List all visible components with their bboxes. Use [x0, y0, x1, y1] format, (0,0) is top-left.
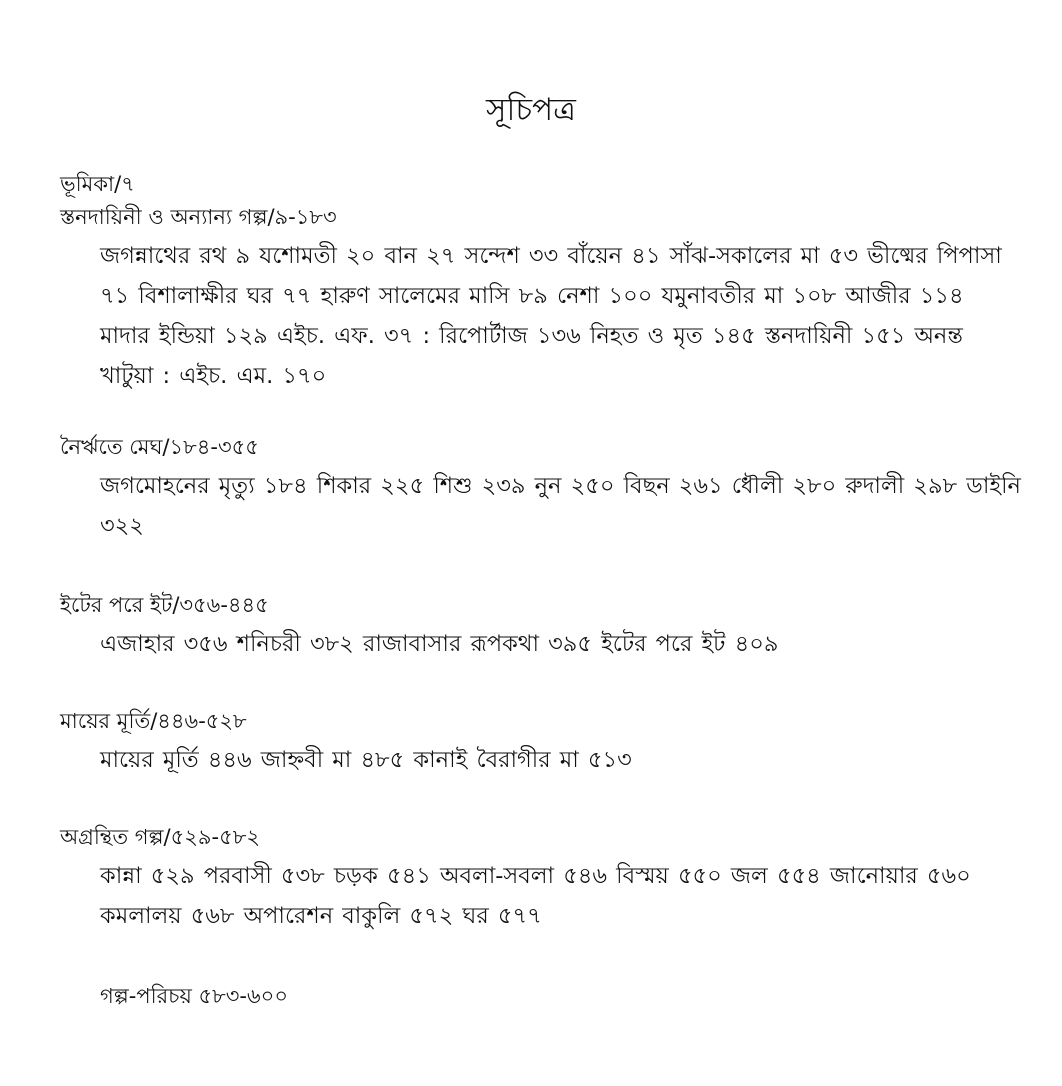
section-contents: জগমোহনের মৃত্যু ১৮৪ শিকার ২২৫ শিশু ২৩৯ নুন ২৫০ বিছন ২৬১ ধৌলী ২৮০ রুদালী ২৯৮ ডাইনি ৩২২	[100, 473, 1021, 539]
section-heading: অগ্রন্থিত গল্প/৫২৯-৫৮২	[60, 825, 260, 849]
page-title: সূচিপত্র	[486, 92, 576, 128]
section-heading: স্তনদায়িনী ও অন্যান্য গল্প/৯-১৮৩	[60, 205, 337, 229]
section-heading: নৈর্ঋতে মেঘ/১৮৪-৩৫৫	[60, 435, 259, 459]
section-1	[60, 202, 1022, 396]
section-heading: ইটের পরে ইট/৩৫৬-৪৪৫	[60, 593, 269, 617]
section-5	[60, 822, 1022, 936]
section-4	[60, 706, 1022, 780]
section-contents: কান্না ৫২৯ পরবাসী ৫৩৮ চড়ক ৫৪১ অবলা-সবলা ৫৪৬ বিস্ময় ৫৫০ জল ৫৫৪ জানোয়ার ৫৬০ কমলালয় ৫৬৮ অপারেশন বাকুলি ৫৭২ ঘর ৫৭৭	[100, 863, 971, 929]
section-3	[60, 590, 1022, 664]
section-contents: এজাহার ৩৫৬ শনিচরী ৩৮২ রাজাবাসার রূপকথা ৩৯৫ ইটের পরে ইট ৪০৯	[100, 631, 779, 657]
appendix-entry: গল্প-পরিচয় ৫৮৩-৬০০	[100, 984, 288, 1008]
section-2	[60, 432, 1022, 546]
section-contents: মায়ের মূর্তি ৪৪৬ জাহ্নবী মা ৪৮৫ কানাই বৈরাগীর মা ৫১৩	[100, 747, 632, 773]
section-contents: জগন্নাথের রথ ৯ যশোমতী ২০ বান ২৭ সন্দেশ ৩৩ বাঁয়েন ৪১ সাঁঝ-সকালের মা ৫৩ ভীষ্মের পিপাসা ৭১ বিশালাক্ষীর ঘর ৭৭ হারুণ সালেমের মাসি ৮৯ নেশা ১০০ যমুনাবতীর মা ১০৮ আজীর ১১৪ মাদার ইন্ডিয়া ১২৯ এইচ. এফ. ৩৭ : রিপোর্টাজ ১৩৬ নিহত ও মৃত ১৪৫ স্তনদায়িনী ১৫১ অনন্ত খাটুয়া : এইচ. এম. ১৭০	[100, 243, 1002, 389]
preface-entry: ভূমিকা/৭	[60, 172, 135, 196]
section-heading: মায়ের মূর্তি/৪৪৬-৫২৮	[60, 709, 247, 733]
